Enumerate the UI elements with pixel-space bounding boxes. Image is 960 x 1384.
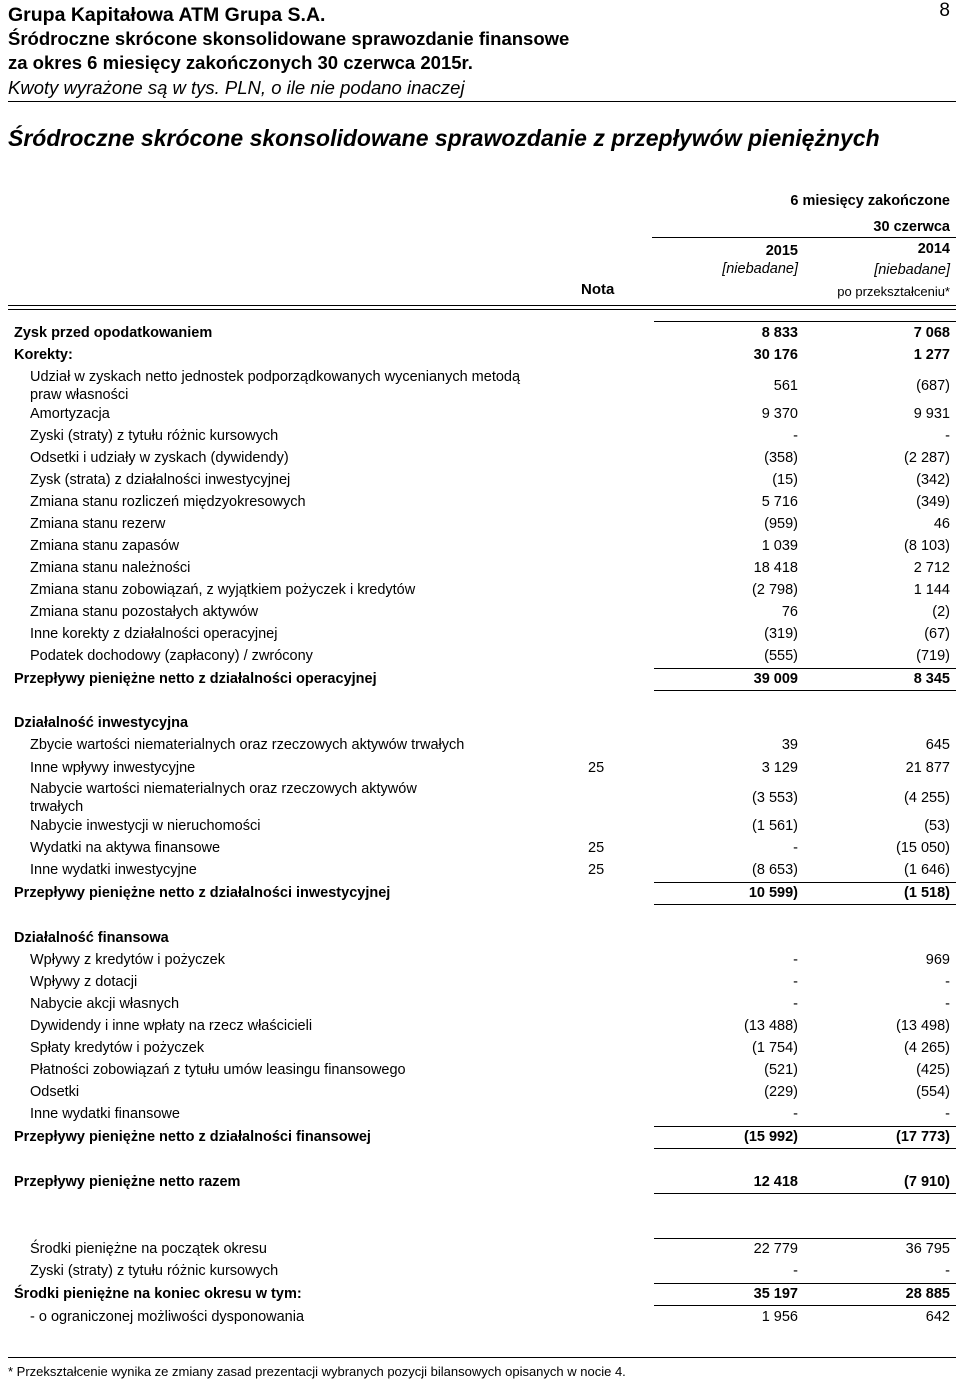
value-2015: - <box>793 1263 798 1279</box>
value-2014: 1 277 <box>913 347 950 363</box>
row-label: Inne wydatki inwestycyjne <box>30 862 197 878</box>
value-2015: (3 553) <box>752 790 798 806</box>
value-2015: 18 418 <box>753 560 798 576</box>
value-2015: 39 009 <box>753 671 798 687</box>
row-label: Płatności zobowiązań z tytułu umów leasingu finansowego <box>30 1062 406 1078</box>
value-2015: - <box>793 974 798 990</box>
value-2014: (67) <box>924 626 950 642</box>
value-2014: 7 068 <box>913 325 950 341</box>
value-2014: (349) <box>916 494 950 510</box>
row-label: Przepływy pieniężne netto z działalności inwestycyjnej <box>14 885 391 901</box>
table-row <box>0 344 960 366</box>
table-row <box>0 557 960 579</box>
value-2014: - <box>945 974 950 990</box>
value-2015: (15 992) <box>743 1129 798 1145</box>
row-nota: 25 <box>588 840 605 856</box>
table-row <box>0 491 960 513</box>
row-label: Inne wpływy inwestycyjne <box>30 760 196 776</box>
table-row <box>0 1306 960 1328</box>
table-row <box>0 403 960 425</box>
value-2015: 5 716 <box>761 494 798 510</box>
row-label: Wydatki na aktywa finansowe <box>30 840 221 856</box>
value-2014: (2 287) <box>904 450 950 466</box>
value-2015: (1 561) <box>752 818 798 834</box>
header-divider <box>8 101 956 102</box>
value-2014: 969 <box>925 952 950 968</box>
table-row <box>0 859 960 881</box>
row-label: - o ograniczonej możliwości dysponowania <box>30 1309 305 1325</box>
value-2014: (8 103) <box>904 538 950 554</box>
row-label: Nabycie inwestycji w nieruchomości <box>30 818 261 834</box>
total-rule <box>654 690 956 691</box>
total-rule <box>654 1148 956 1149</box>
table-row <box>0 579 960 601</box>
row-label: Zmiana stanu rozliczeń międzyokresowych <box>30 494 306 510</box>
value-2014: (4 265) <box>904 1040 950 1056</box>
value-2014: (342) <box>916 472 950 488</box>
column-header-rule <box>652 237 956 238</box>
value-2014: (4 255) <box>904 790 950 806</box>
page-title: Śródroczne skrócone skonsolidowane sprawozdanie z przepływów pieniężnych <box>8 125 880 151</box>
value-2015: (15) <box>772 472 798 488</box>
column-date-header: 30 czerwca <box>873 219 950 235</box>
row-label: Wpływy z kredytów i pożyczek <box>30 952 225 968</box>
row-label: Inne wydatki finansowe <box>30 1106 180 1122</box>
section-heading-investing: Działalność inwestycyjna <box>14 715 189 731</box>
row-label: Amortyzacja <box>30 406 110 422</box>
section-heading-financing: Działalność finansowa <box>14 930 169 946</box>
table-row <box>0 535 960 557</box>
value-2015: (2 798) <box>752 582 798 598</box>
value-2014: 36 795 <box>905 1241 950 1257</box>
column-period-header: 6 miesięcy zakończone <box>790 193 950 209</box>
row-label: Zyski (straty) z tytułu różnic kursowych <box>30 428 279 444</box>
value-2014: (554) <box>916 1084 950 1100</box>
value-2015: - <box>793 840 798 856</box>
value-2014: (687) <box>916 378 950 394</box>
table-row <box>0 837 960 859</box>
row-label: Nabycie wartości niematerialnych oraz rzeczowych aktywów trwałych <box>30 781 417 815</box>
table-row <box>0 1260 960 1282</box>
value-2014: (7 910) <box>904 1174 950 1190</box>
column-year-2015: 2015 <box>765 243 798 259</box>
table-row <box>0 757 960 779</box>
table-row <box>0 1103 960 1125</box>
total-rule <box>654 1193 956 1194</box>
value-2014: - <box>945 1106 950 1122</box>
value-2014: 46 <box>933 516 950 532</box>
row-label: Zbycie wartości niematerialnych oraz rzeczowych aktywów trwałych <box>30 737 465 753</box>
footnote: * Przekształcenie wynika ze zmiany zasad prezentacji wybranych pozycji bilansowych opisanych w nocie 4. <box>8 1364 626 1379</box>
table-row <box>0 815 960 837</box>
table-row <box>0 513 960 535</box>
table-header-rule-double <box>8 309 956 310</box>
value-2014: (719) <box>916 648 950 664</box>
total-rule <box>654 904 956 905</box>
table-header-rule <box>8 305 956 306</box>
row-nota: 25 <box>588 862 605 878</box>
value-2015: - <box>793 952 798 968</box>
table-row <box>0 949 960 971</box>
value-2015: 9 370 <box>761 406 798 422</box>
value-2015: 30 176 <box>753 347 798 363</box>
table-row <box>0 778 960 818</box>
value-2015: (13 488) <box>743 1018 798 1034</box>
table-row <box>0 447 960 469</box>
table-row <box>0 1059 960 1081</box>
value-2015: (8 653) <box>752 862 798 878</box>
value-2014: 1 144 <box>913 582 950 598</box>
column-year-2014: 2014 <box>917 241 950 257</box>
table-row <box>0 425 960 447</box>
value-2015: - <box>793 1106 798 1122</box>
row-label: Podatek dochodowy (zapłacony) / zwrócony <box>30 648 313 664</box>
company-name: Grupa Kapitałowa ATM Grupa S.A. <box>8 4 326 26</box>
row-label: Dywidendy i inne wpłaty na rzecz właścicieli <box>30 1018 313 1034</box>
value-2015: 22 779 <box>753 1241 798 1257</box>
value-2014: 645 <box>925 737 950 753</box>
row-label: Zmiana stanu należności <box>30 560 191 576</box>
table-row <box>0 366 960 406</box>
value-2014: (425) <box>916 1062 950 1078</box>
value-2014: (2) <box>932 604 950 620</box>
column-2015-status: [niebadane] <box>722 261 798 277</box>
value-2015: 1 956 <box>761 1309 798 1325</box>
table-row-total <box>0 882 960 904</box>
row-label: Nabycie akcji własnych <box>30 996 180 1012</box>
value-2015: - <box>793 428 798 444</box>
value-2015: 8 833 <box>761 325 798 341</box>
table-row <box>0 971 960 993</box>
row-label: Zyski (straty) z tytułu różnic kursowych <box>30 1263 279 1279</box>
value-2014: - <box>945 996 950 1012</box>
value-2015: (1 754) <box>752 1040 798 1056</box>
value-2014: (1 518) <box>904 885 950 901</box>
page-number: 8 <box>939 0 950 21</box>
row-label: Spłaty kredytów i pożyczek <box>30 1040 205 1056</box>
row-label: Przepływy pieniężne netto z działalności operacyjnej <box>14 671 377 687</box>
currency-note: Kwoty wyrażone są w tys. PLN, o ile nie podano inaczej <box>8 77 465 98</box>
value-2015: (358) <box>764 450 798 466</box>
row-label: Przepływy pieniężne netto razem <box>14 1174 241 1190</box>
value-2015: - <box>793 996 798 1012</box>
row-label: Zmiana stanu zapasów <box>30 538 180 554</box>
value-2014: (53) <box>924 818 950 834</box>
value-2015: 3 129 <box>761 760 798 776</box>
value-2014: 28 885 <box>905 1286 950 1302</box>
value-2014: (1 646) <box>904 862 950 878</box>
table-row <box>0 1081 960 1103</box>
row-label: Odsetki <box>30 1084 80 1100</box>
value-2014: (13 498) <box>895 1018 950 1034</box>
table-row <box>0 1015 960 1037</box>
value-2015: (319) <box>764 626 798 642</box>
table-row-total <box>0 668 960 690</box>
value-2015: 1 039 <box>761 538 798 554</box>
value-2014: 9 931 <box>913 406 950 422</box>
value-2015: 76 <box>781 604 798 620</box>
row-label: Korekty: <box>14 347 73 363</box>
table-row-total <box>0 1283 960 1305</box>
value-2015: 10 599) <box>748 885 798 901</box>
table-row <box>0 322 960 344</box>
value-2014: (15 050) <box>895 840 950 856</box>
row-label: Przepływy pieniężne netto z działalności finansowej <box>14 1129 371 1145</box>
column-2014-status: [niebadane] <box>874 262 950 278</box>
row-rule <box>654 1238 956 1239</box>
value-2014: - <box>945 1263 950 1279</box>
row-label: Zmiana stanu pozostałych aktywów <box>30 604 259 620</box>
row-label: Środki pieniężne na koniec okresu w tym: <box>14 1286 302 1302</box>
table-row <box>0 601 960 623</box>
value-2014: 2 712 <box>913 560 950 576</box>
row-label: Zysk (strata) z działalności inwestycyjnej <box>30 472 291 488</box>
value-2014: - <box>945 428 950 444</box>
value-2014: (17 773) <box>895 1129 950 1145</box>
value-2015: 12 418 <box>753 1174 798 1190</box>
report-period-line: za okres 6 miesięcy zakończonych 30 czerwca 2015r. <box>8 52 473 73</box>
value-2015: 35 197 <box>753 1286 798 1302</box>
row-label: Wpływy z dotacji <box>30 974 138 990</box>
row-label: Odsetki i udziały w zyskach (dywidendy) <box>30 450 289 466</box>
value-2015: 39 <box>781 737 798 753</box>
column-nota-header: Nota <box>581 281 615 298</box>
value-2014: 642 <box>925 1309 950 1325</box>
table-row <box>0 1037 960 1059</box>
value-2014: 21 877 <box>905 760 950 776</box>
value-2015: 561 <box>773 378 798 394</box>
report-title-line: Śródroczne skrócone skonsolidowane sprawozdanie finansowe <box>8 28 570 49</box>
table-row <box>0 1238 960 1260</box>
table-row-grand-total <box>0 1171 960 1193</box>
row-label: Zmiana stanu zobowiązań, z wyjątkiem pożyczek i kredytów <box>30 582 416 598</box>
row-label: Środki pieniężne na początek okresu <box>30 1241 267 1257</box>
value-2015: (555) <box>764 648 798 664</box>
row-label: Zmiana stanu rezerw <box>30 516 166 532</box>
table-row <box>0 734 960 756</box>
value-2015: (229) <box>764 1084 798 1100</box>
value-2015: (521) <box>764 1062 798 1078</box>
footnote-rule <box>8 1357 956 1358</box>
row-label: Zysk przed opodatkowaniem <box>14 325 213 341</box>
table-row <box>0 993 960 1015</box>
column-2014-note: po przekształceniu* <box>837 284 950 299</box>
value-2014: 8 345 <box>913 671 950 687</box>
value-2015: (959) <box>764 516 798 532</box>
row-label: Udział w zyskach netto jednostek podporządkowanych wycenianych metodą praw własności <box>30 369 521 403</box>
row-label: Inne korekty z działalności operacyjnej <box>30 626 278 642</box>
row-nota: 25 <box>588 760 605 776</box>
table-row-total <box>0 1126 960 1148</box>
table-row <box>0 645 960 667</box>
table-row <box>0 469 960 491</box>
table-row <box>0 623 960 645</box>
row-rule <box>654 321 956 322</box>
